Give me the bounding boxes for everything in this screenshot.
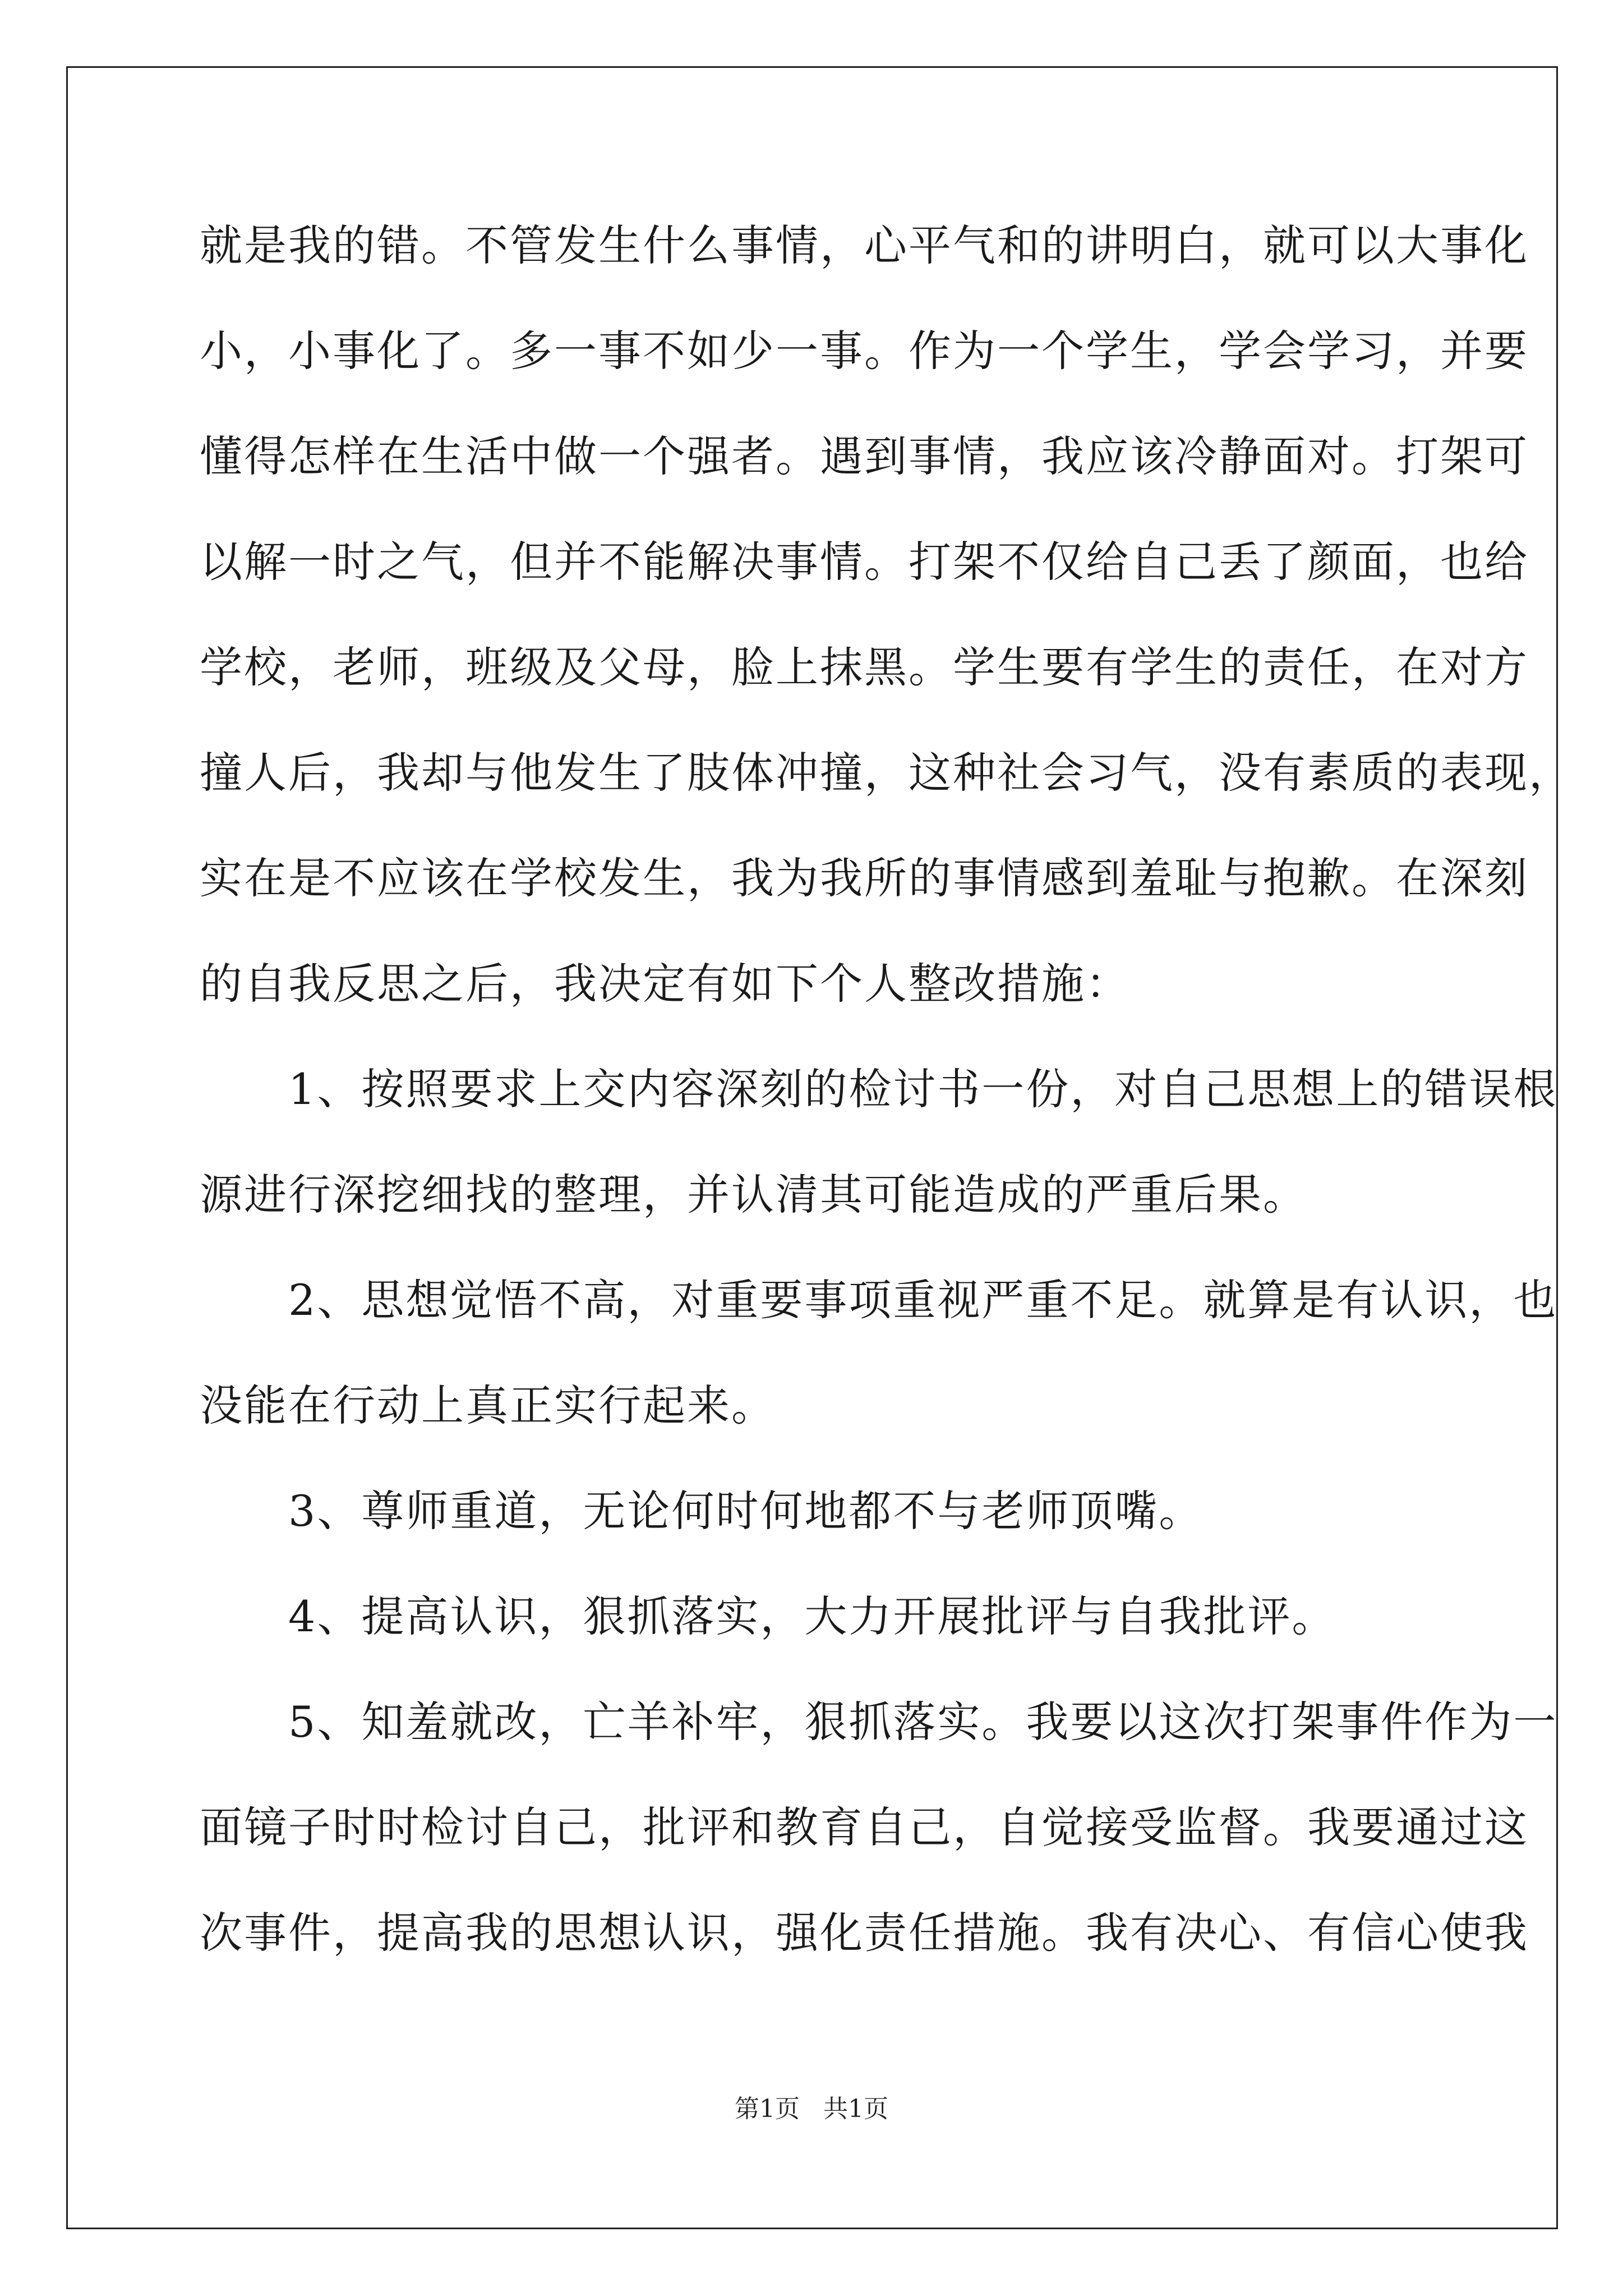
- text-line: 小，小事化了。多一事不如少一事。作为一个学生，学会学习，并要: [200, 326, 1529, 376]
- text-line: 源进行深挖细找的整理，并认清其可能造成的严重后果。: [200, 1170, 1307, 1220]
- list-item: 2、思想觉悟不高，对重要事项重视严重不足。就算是有认识，也: [200, 1275, 1558, 1325]
- text-line: 实在是不应该在学校发生，我为我所的事情感到羞耻与抱歉。在深刻: [200, 853, 1529, 903]
- text-line: 的自我反思之后，我决定有如下个人整改措施：: [200, 959, 1130, 1009]
- list-item: 4、提高认识，狠抓落实，大力开展批评与自我批评。: [200, 1591, 1336, 1641]
- list-item: 1、按照要求上交内容深刻的检讨书一份，对自己思想上的错误根: [200, 1064, 1558, 1114]
- page-footer: [0, 2092, 1623, 2126]
- text-line: 学校，老师，班级及父母，脸上抹黑。学生要有学生的责任，在对方: [200, 642, 1529, 692]
- page-number-total: 共1页: [823, 2095, 888, 2123]
- text-line: 撞人后，我却与他发生了肢体冲撞，这种社会习气，没有素质的表现，: [200, 748, 1573, 798]
- text-line: 懂得怎样在生活中做一个强者。遇到事情，我应该冷静面对。打架可: [200, 431, 1529, 481]
- text-line: 就是我的错。不管发生什么事情，心平气和的讲明白，就可以大事化: [200, 220, 1529, 270]
- text-line: 面镜子时时检讨自己，批评和教育自己，自觉接受监督。我要通过这: [200, 1802, 1529, 1852]
- text-line: 以解一时之气，但并不能解决事情。打架不仅给自己丢了颜面，也给: [200, 537, 1529, 587]
- text-line: 次事件，提高我的思想认识，强化责任措施。我有决心、有信心使我: [200, 1908, 1529, 1958]
- text-line: 没能在行动上真正实行起来。: [200, 1381, 776, 1430]
- list-item: 3、尊师重道，无论何时何地都不与老师顶嘴。: [200, 1486, 1204, 1536]
- page-number-current: 第1页: [735, 2095, 800, 2123]
- list-item: 5、知羞就改，亡羊补牢，狠抓落实。我要以这次打架事件作为一: [200, 1697, 1558, 1747]
